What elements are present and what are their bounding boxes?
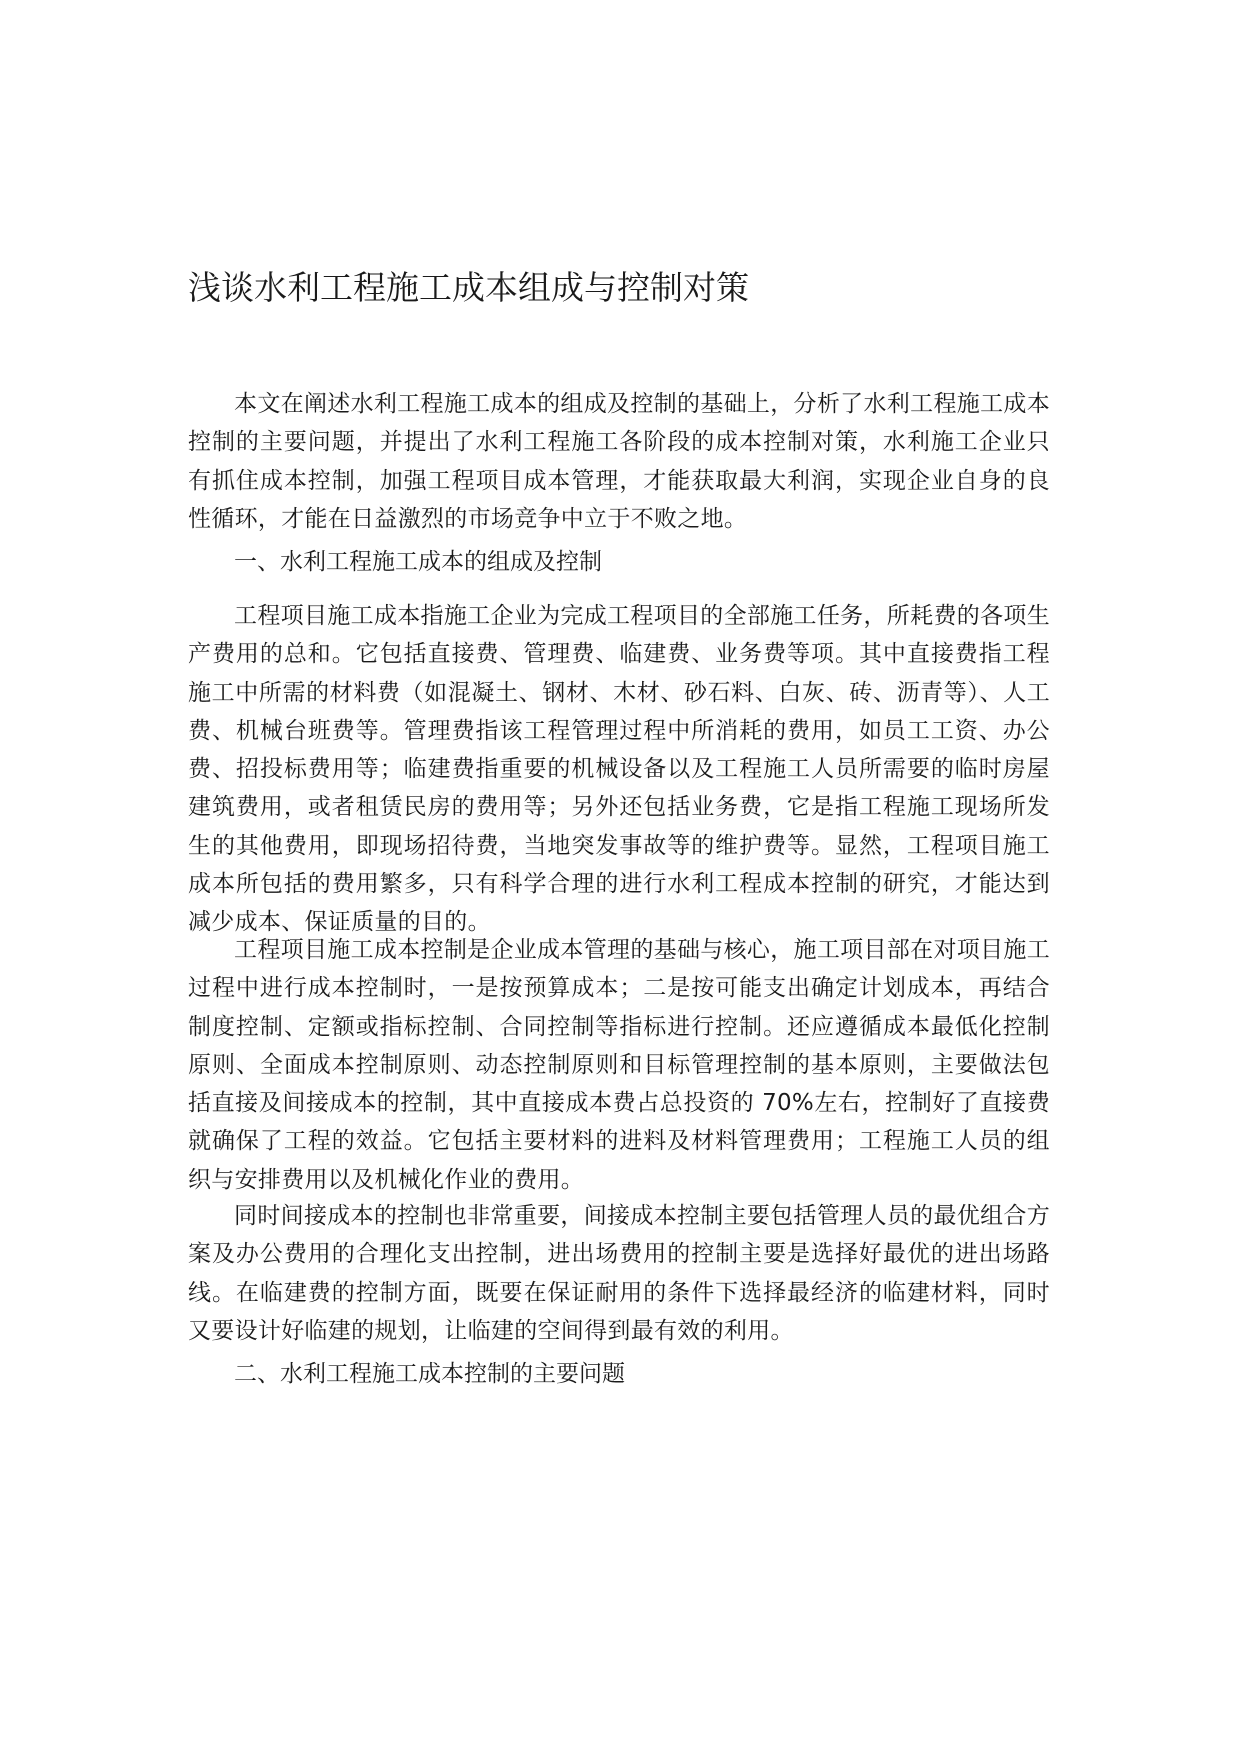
body-paragraph-indirect-cost: 同时间接成本的控制也非常重要，间接成本控制主要包括管理人员的最优组合方案及办公费用的合理化支出控制，进出场费用的控制主要是选择好最优的进出场路线。在临建费的控制方面，既要在保证耐用的条件下选择最经济的临建材料，同时又要设计好临建的规划，让临建的空间得到最有效的利用。 bbox=[188, 1203, 1050, 1344]
document-title: 浅谈水利工程施工成本组成与控制对策 bbox=[188, 268, 749, 307]
section-heading-2: 二、水利工程施工成本控制的主要问题 bbox=[234, 1361, 625, 1387]
section-heading-1: 一、水利工程施工成本的组成及控制 bbox=[234, 549, 602, 575]
body-paragraph-cost-composition: 工程项目施工成本指施工企业为完成工程项目的全部施工任务，所耗费的各项生产费用的总和。它包括直接费、管理费、临建费、业务费等项。其中直接费指工程施工中所需的材料费（如混凝土、钢材、木材、砂石料、白灰、砖、沥青等）、人工费、机械台班费等。管理费指该工程管理过程中所消耗的费用，如员工工资、办公费、招投标费用等；临建费指重要的机械设备以及工程施工人员所需要的临时房屋建筑费用，或者租赁民房的费用等；另外还包括业务费，它是指工程施工现场所发生的其他费用，即现场招待费，当地突发事故等的维护费等。显然，工程项目施工成本所包括的费用繁多，只有科学合理的进行水利工程成本控制的研究，才能达到减少成本、保证质量的目的。 bbox=[188, 603, 1050, 936]
abstract-paragraph: 本文在阐述水利工程施工成本的组成及控制的基础上，分析了水利工程施工成本控制的主要问题，并提出了水利工程施工各阶段的成本控制对策，水利施工企业只有抓住成本控制，加强工程项目成本管理，才能获取最大利润，实现企业自身的良性循环，才能在日益激烈的市场竞争中立于不败之地。 bbox=[188, 391, 1050, 532]
body-paragraph-cost-control: 工程项目施工成本控制是企业成本管理的基础与核心，施工项目部在对项目施工过程中进行成本控制时，一是按预算成本；二是按可能支出确定计划成本，再结合制度控制、定额或指标控制、合同控制等指标进行控制。还应遵循成本最低化控制原则、全面成本控制原则、动态控制原则和目标管理控制的基本原则，主要做法包括直接及间接成本的控制，其中直接成本费占总投资的 70%左右，控制好了直接费就确保了工程的效益。它包括主要材料的进料及材料管理费用；工程施工人员的组织与安排费用以及机械化作业的费用。 bbox=[188, 937, 1050, 1193]
